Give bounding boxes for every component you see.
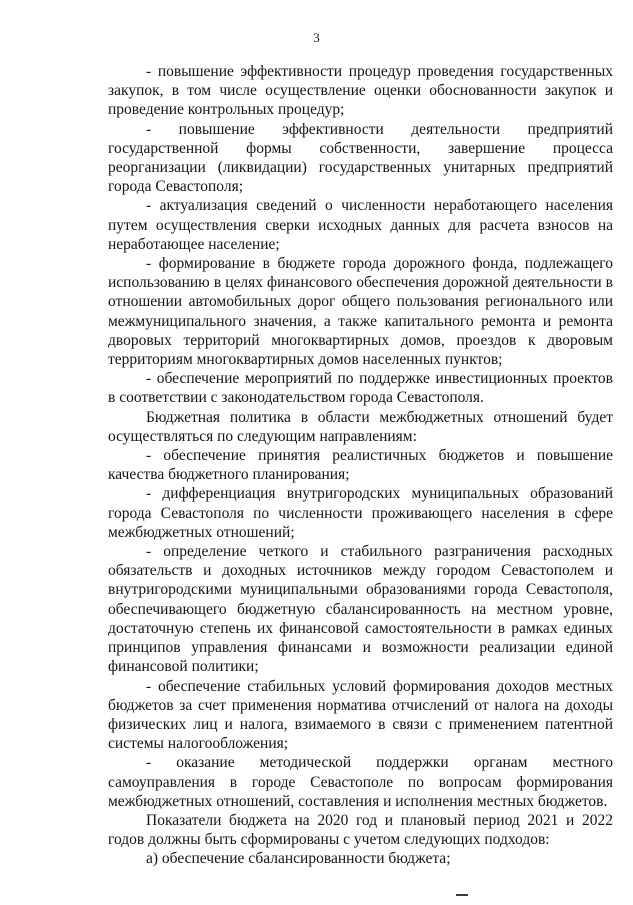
paragraph-investment-projects: - обеспечение мероприятий по поддержке инвестиционных проектов в соответствии с законодательством города Севастополя. <box>108 370 613 407</box>
paragraph-procurement: - повышение эффективности процедур проведения государственных закупок, в том числе осуществление оценки обоснованности закупок и проведение контрольных процедур; <box>108 63 613 119</box>
paragraph-differentiation: - дифференциация внутригородских муниципальных образований города Севастополя по численности проживающего населения в сфере межбюджетных отношений; <box>108 485 613 541</box>
paragraph-obligations-delimitation: - определение четкого и стабильного разграничения расходных обязательств и доходных источников между городом Севастополем и внутригородскими муниципальными образованиями города Севастополя, обеспечивающего бюджетную сбалансированность на местном уровне, достаточную степень их финансовой самостоятельности в рамках единых принципов управления финансами и возможности реализации единой финансовой политики; <box>108 543 613 676</box>
paragraph-road-fund: - формирование в бюджете города дорожного фонда, подлежащего использованию в целях финансового обеспечения дорожной деятельности в отношении автомобильных дорог общего пользования регионального или межмуниципального значения, а также капитального ремонта и ремонта дворовых территорий многоквартирных домов, проездов к дворовым территориям многоквартирных домов населенных пунктов; <box>108 255 613 369</box>
page-number: 3 <box>313 30 320 45</box>
paragraph-balance: а) обеспечение сбалансированности бюджета; <box>146 850 451 868</box>
document-body <box>108 62 613 869</box>
paragraph-stable-revenues: - обеспечение стабильных условий формирования доходов местных бюджетов за счет применения норматива отчислений от налога на доходы физических лиц и налога, взимаемого в связи с применением патентной системы налогообложения; <box>108 677 613 753</box>
paragraph-methodical-support: - оказание методической поддержки органам местного самоуправления в городе Севастополе по вопросам формирования межбюджетных отношений, составления и исполнения местных бюджетов. <box>108 754 613 810</box>
paragraph-interbudget-intro: Бюджетная политика в области межбюджетных отношений будет осуществляться по следующим направлениям: <box>108 408 613 445</box>
paragraph-state-enterprises: - повышение эффективности деятельности предприятий государственной формы собственности, завершение процесса реорганизации (ликвидации) государственных унитарных предприятий города Севастополя; <box>108 120 613 196</box>
paragraph-budget-indicators: Показатели бюджета на 2020 год и плановый период 2021 и 2022 годов должны быть сформированы с учетом следующих подходов: <box>108 811 613 849</box>
paragraph-unemployed-population: - актуализация сведений о численности неработающего населения путем осуществления сверки исходных данных для расчета взносов на неработающее население; <box>108 197 613 253</box>
paragraph-realistic-budgets: - обеспечение принятия реалистичных бюджетов и повышение качества бюджетного планирования; <box>108 447 613 484</box>
scan-mark <box>456 894 468 896</box>
